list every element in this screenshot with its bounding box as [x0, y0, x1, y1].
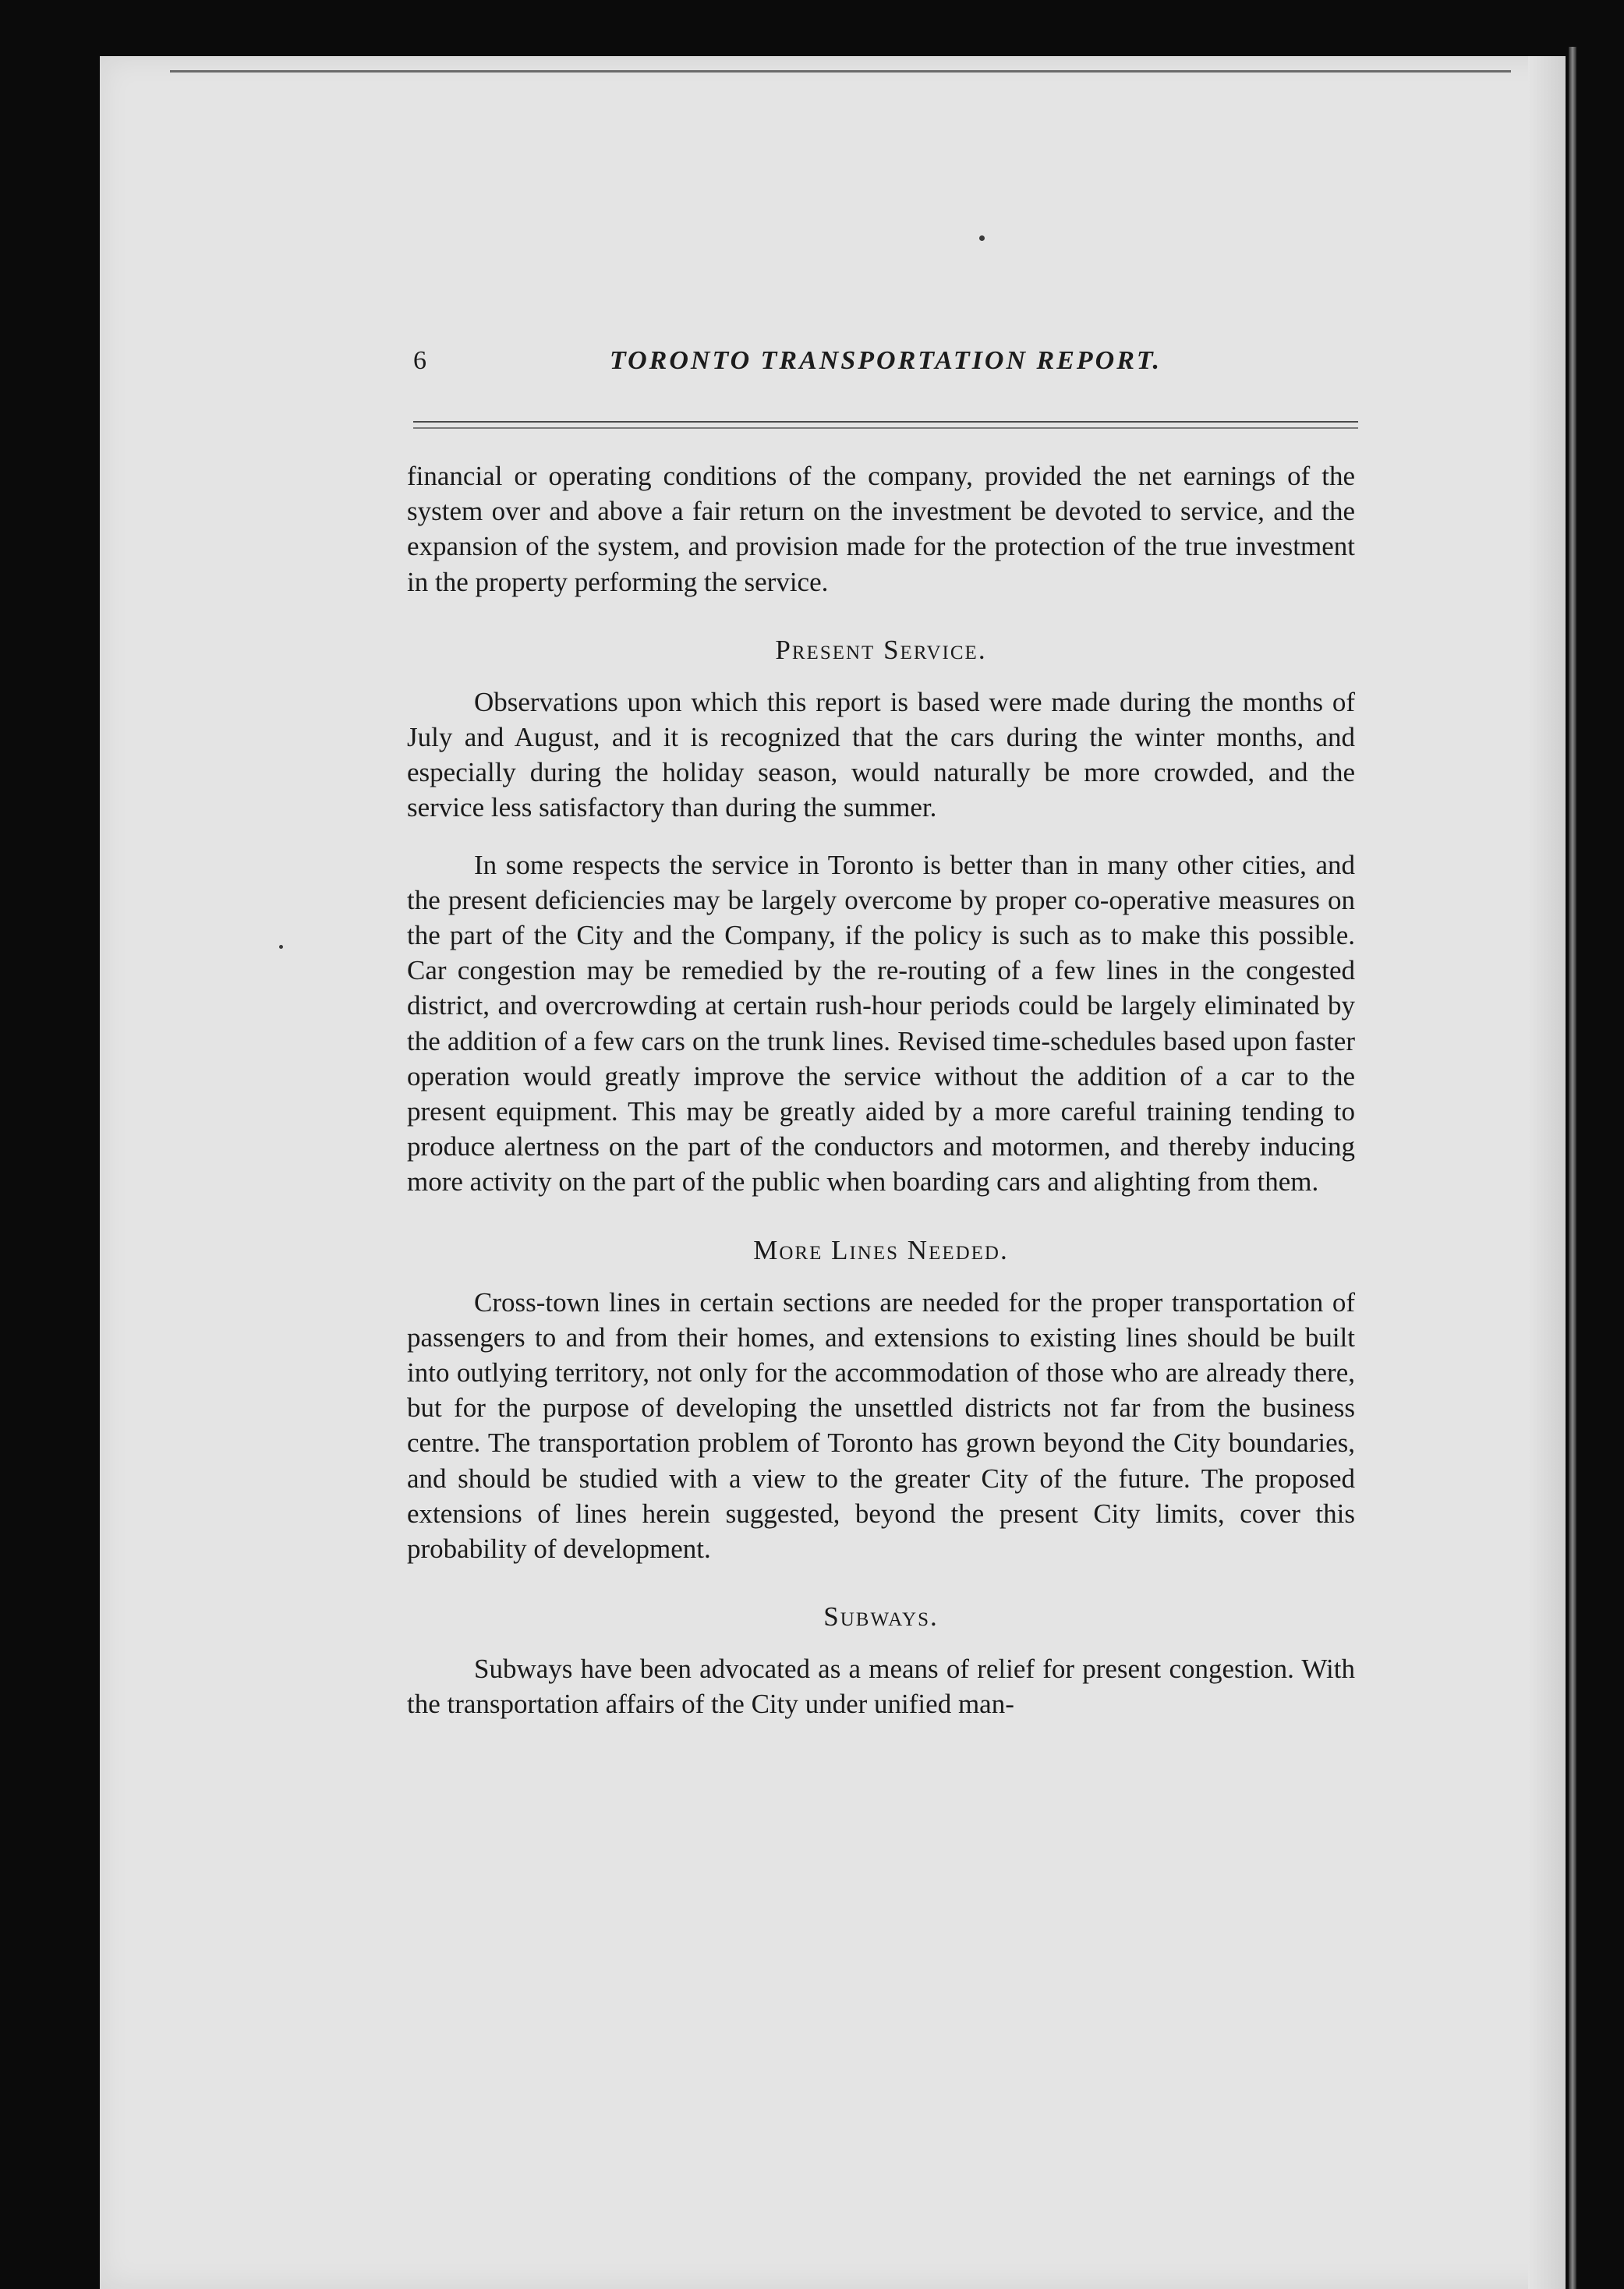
- ink-speck: [279, 945, 283, 949]
- page-header: [413, 346, 1358, 393]
- book-binding-edge: [1569, 47, 1576, 2289]
- section-heading-more-lines-needed: More Lines Needed.: [753, 1234, 1009, 1265]
- page-top-edge: [170, 70, 1511, 73]
- paragraph-observations: Observations upon which this report is based were made during the months of July and August, and it is recognized that the cars during the winter months, and especially during the holiday season, would naturally be more crowded, and the service less satisfactory than during the summer.: [407, 686, 1355, 823]
- paragraph-service-comparison: In some respects the service in Toronto is better than in many other cities, and the present deficiencies may be largely overcome by proper co-operative measures on the part of the City and the Company, if the policy is such as to make this possible. Car congestion may be remedied by the re-routing of a few lines in the congested district, and overcrowding at certain rush-hour periods could be largely eliminated by the addition of a few cars on the trunk lines. Revised time-schedules based upon faster operation would greatly improve the service without the addition of a car to the present equipment. This may be greatly aided by a more careful training tending to produce alertness on the part of the conductors and motormen, and thereby inducing more activity on the part of the public when boarding cars and alighting from them.: [407, 849, 1355, 1198]
- intro-paragraph: financial or operating conditions of the company, provided the net earnings of the system over and above a fair return on the investment be devoted to service, and the expansion of the system, and provision made for the protection of the true investment in the property performing the service.: [407, 461, 1355, 597]
- ink-speck: [979, 235, 985, 241]
- page-number: 6: [413, 346, 426, 375]
- page-body: [407, 458, 1355, 1722]
- running-head: TORONTO TRANSPORTATION REPORT.: [609, 346, 1162, 375]
- section-heading-subways: Subways.: [823, 1601, 939, 1633]
- header-rule: [413, 421, 1358, 429]
- paragraph-subways: Subways have been advocated as a means of relief for present congestion. With the transportation affairs of the City under unified man-: [407, 1654, 1355, 1720]
- section-heading-present-service: Present Service.: [775, 634, 987, 665]
- paragraph-cross-town-lines: Cross-town lines in certain sections are needed for the proper transportation of passengers to and from their homes, and extensions to existing lines should be built into outlying territory, not only for the accommodation of those who are already there, but for the purpose of developing the unsettled districts not far from the business centre. The transportation problem of Toronto has grown beyond the City boundaries, and should be studied with a view to the greater City of the future. The proposed extensions of lines herein suggested, beyond the present City limits, cover this probability of development.: [407, 1286, 1355, 1565]
- page-gutter-shadow: [1528, 56, 1566, 2289]
